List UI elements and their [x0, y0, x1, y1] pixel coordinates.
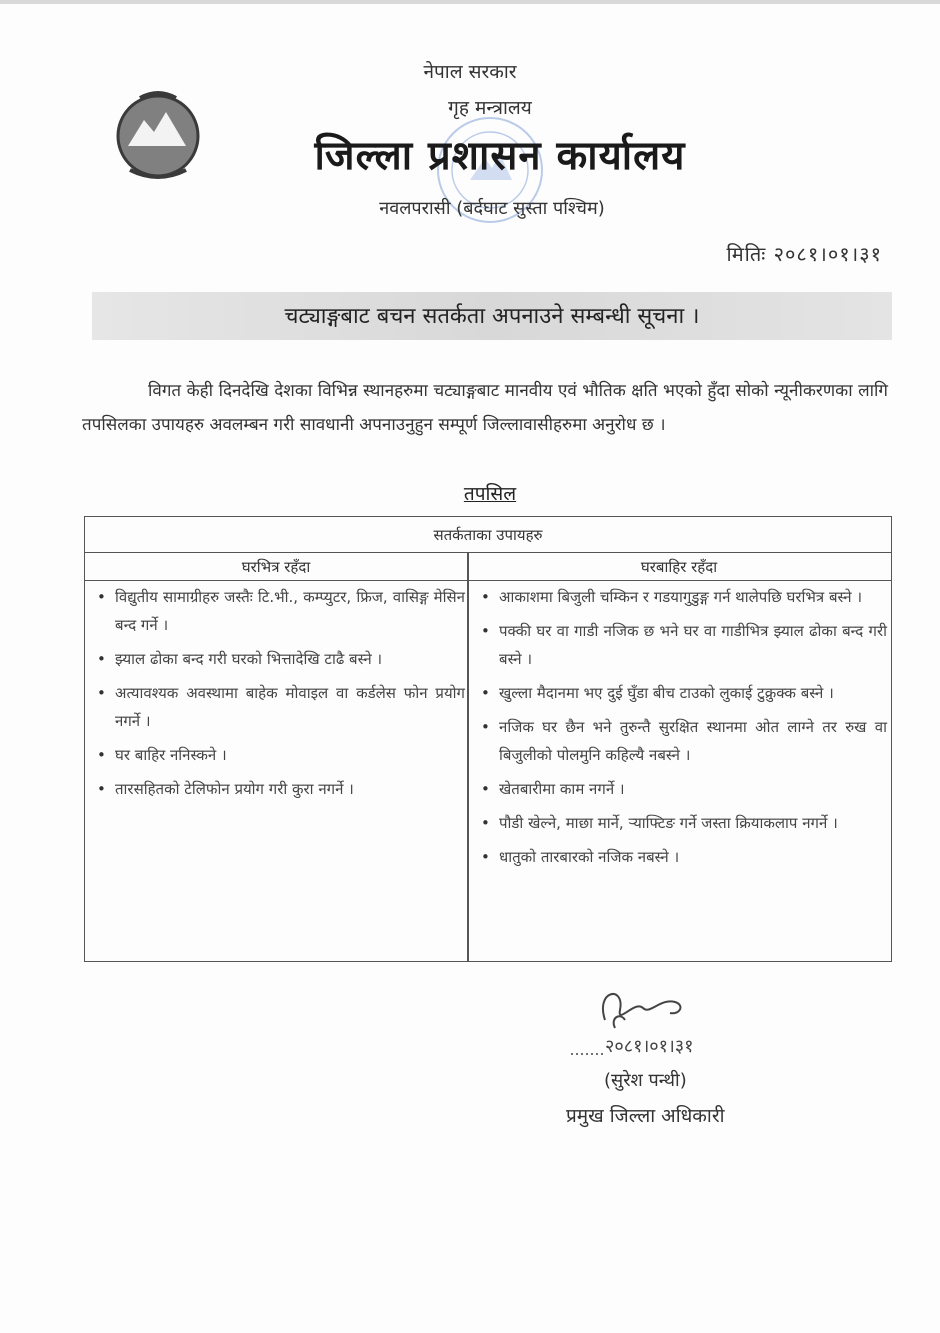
office-name: जिल्ला प्रशासन कार्यालय — [314, 133, 686, 179]
list-item: • पौडी खेल्ने, माछा मार्ने, ऱ्याफ्टिङ गर्ने जस्ता क्रियाकलाप नगर्ने । — [477, 809, 887, 837]
precautions-table — [84, 516, 892, 962]
list-item: • नजिक घर छैन भने तुरुन्तै सुरक्षित स्थानमा ओत लाग्ने तर रुख वा बिजुलीको पोलमुनि कहिल्यै नबस्ने । — [477, 713, 887, 769]
scan-edge — [0, 0, 940, 4]
list-item: • खेतबारीमा काम नगर्ने । — [477, 775, 887, 803]
notice-body — [82, 374, 888, 442]
list-item: • तारसहितको टेलिफोन प्रयोग गरी कुरा नगर्ने । — [93, 775, 465, 803]
list-item: • झ्याल ढोका बन्द गरी घरको भित्तादेखि टाढै बस्ने । — [93, 645, 465, 673]
signer-title: प्रमुख जिल्ला अधिकारी — [566, 1105, 725, 1127]
list-item: • अत्यावश्यक अवस्थामा बाहेक मोवाइल वा कर्डलेस फोन प्रयोग नगर्ने । — [93, 679, 465, 735]
government-name: नेपाल सरकार — [423, 61, 517, 83]
column-divider — [467, 553, 469, 961]
notice-subject: चट्याङ्गबाट बचन सतर्कता अपनाउने सम्बन्धी सूचना । — [284, 304, 700, 329]
indoor-heading: घरभित्र रहँदा — [85, 553, 467, 581]
list-item: • पक्की घर वा गाडी नजिक छ भने घर वा गाडीभित्र झ्याल ढोका बन्द गरी बस्ने । — [477, 617, 887, 673]
list-item: • आकाशमा बिजुली चम्किन र गडयागुडुङ्ग गर्न थालेपछि घरभित्र बस्ने । — [477, 583, 887, 611]
table-title: सतर्कताका उपायहरु — [85, 517, 891, 553]
outdoor-heading: घरबाहिर रहँदा — [467, 553, 891, 581]
notice-body-text: विगत केही दिनदेखि देशका विभिन्न स्थानहरुमा चट्याङ्गबाट मानवीय एवं भौतिक क्षति भएको हुँदा सोको न्यूनीकरणका लागि तपसिलका उपायहरु अवलम्बन गरी सावधानी अपनाउनुहुन सम्पूर्ण जिल्लावासीहरुमा अनुरोध छ । — [82, 381, 888, 435]
signer-name: (सुरेश पन्थी) — [604, 1070, 687, 1091]
list-item: • घर बाहिर ननिस्कने । — [93, 741, 465, 769]
district-name: नवलपरासी (बर्दघाट सुस्ता पश्चिम) — [379, 198, 605, 219]
list-item: • विद्युतीय सामाग्रीहरु जस्तैः टि.भी., कम्प्युटर, फ्रिज, वासिङ्ग मेसिन बन्द गर्ने । — [93, 583, 465, 639]
list-item: • खुल्ला मैदानमा भए दुई घुँडा बीच टाउको लुकाई टुक्रुक्क बस्ने । — [477, 679, 887, 707]
ministry-name: गृह मन्त्रालय — [448, 97, 532, 119]
outdoor-list — [477, 583, 887, 877]
list-item: • धातुको तारबारको नजिक नबस्ने । — [477, 843, 887, 871]
handwritten-signature — [565, 980, 755, 1060]
annex-heading: तपसिल — [463, 483, 517, 505]
svg-text:२०८१।०१।३१: २०८१।०१।३१ — [605, 1036, 694, 1057]
notice-date: मितिः २०८१।०१।३१ — [726, 242, 882, 266]
indoor-list — [93, 583, 465, 809]
